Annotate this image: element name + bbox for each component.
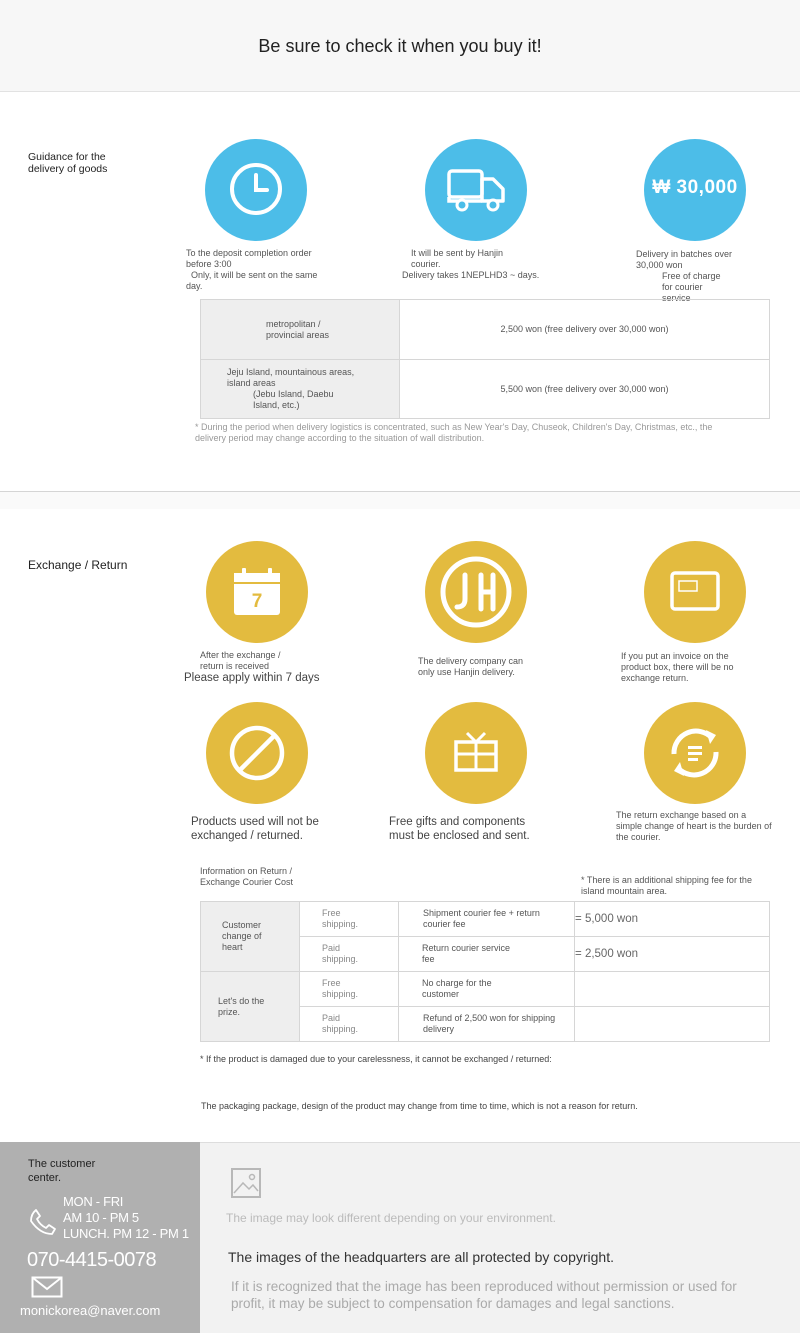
exchange-caption-6: The return exchange based on a simple change of heart is the burden of the courier. bbox=[616, 810, 772, 842]
table-row bbox=[201, 972, 770, 1007]
exchange-caption-4: Products used will not be exchanged / returned. bbox=[191, 816, 319, 842]
hours-lunch: LUNCH. PM 12 - PM 1 bbox=[63, 1226, 189, 1241]
area-cell bbox=[201, 360, 400, 419]
exchange-caption-1-small: After the exchange / return is received bbox=[200, 650, 281, 671]
delivery-fee-table bbox=[200, 299, 770, 419]
cost-desc-cell: Refund of 2,500 won for shipping delivery bbox=[399, 1007, 575, 1042]
exchange-caption-2: The delivery company can only use Hanjin delivery. bbox=[418, 656, 524, 677]
invoice-box-icon bbox=[644, 541, 746, 643]
exchange-section-label: Exchange / Return bbox=[28, 558, 128, 572]
fee-cell: 5,500 won (free delivery over 30,000 won) bbox=[400, 360, 770, 419]
page-title: Be sure to check it when you buy it! bbox=[258, 36, 542, 56]
delivery-caption-1-line2: Only, it will be sent on the same day. bbox=[186, 270, 318, 291]
return-cost-table bbox=[200, 901, 770, 1042]
cost-desc-cell: Shipment courier fee + return courier fee bbox=[399, 902, 575, 937]
packaging-note: The packaging package, design of the product may change from time to time, which is not a reason for return. bbox=[201, 1101, 638, 1111]
table-row bbox=[201, 360, 770, 419]
mail-icon bbox=[31, 1276, 63, 1303]
section-divider bbox=[0, 491, 800, 509]
cost-amount-cell: = 5,000 won bbox=[575, 902, 770, 937]
cost-amount-cell bbox=[575, 972, 770, 1007]
cost-desc-cell: No charge for the customer bbox=[399, 972, 575, 1007]
calendar-number: 7 bbox=[251, 591, 263, 612]
delivery-caption-3-line1: Delivery in batches over 30,000 won bbox=[636, 249, 733, 270]
cost-group-1: Customer change of heart bbox=[201, 902, 300, 972]
email-address[interactable]: monickorea@naver.com bbox=[20, 1303, 161, 1318]
delivery-caption-2 bbox=[402, 248, 547, 281]
image-note: The image may look different depending on your environment. bbox=[226, 1211, 556, 1225]
phone-number[interactable]: 070-4415-0078 bbox=[27, 1249, 157, 1271]
copyright-text: The images of the headquarters are all protected by copyright. bbox=[228, 1249, 614, 1265]
cost-amount-cell bbox=[575, 1007, 770, 1042]
cost-group-2: Let's do the prize. bbox=[201, 972, 300, 1042]
damage-note: * If the product is damaged due to your carelessness, it cannot be exchanged / returned: bbox=[200, 1054, 552, 1064]
calendar-icon bbox=[206, 541, 308, 643]
table-row bbox=[201, 300, 770, 360]
header-bar bbox=[0, 0, 800, 92]
shipping-type-cell: Free shipping. bbox=[300, 902, 399, 937]
area-cell: metropolitan / provincial areas bbox=[201, 300, 400, 360]
hours-days: MON - FRI bbox=[63, 1194, 124, 1209]
exchange-caption-3: If you put an invoice on the product box, there will be no exchange return. bbox=[621, 651, 734, 683]
delivery-caption-2-line1: It will be sent by Hanjin courier. bbox=[411, 248, 504, 269]
prohibited-icon bbox=[206, 702, 308, 804]
fee-cell: 2,500 won (free delivery over 30,000 won) bbox=[400, 300, 770, 360]
hanjin-logo-icon bbox=[425, 541, 527, 643]
area-sub: (Jebu Island, Daebu Island, etc.) bbox=[253, 389, 334, 410]
customer-center-panel bbox=[0, 1142, 200, 1333]
image-icon bbox=[230, 1167, 262, 1204]
truck-icon bbox=[425, 139, 527, 241]
shipping-type-cell: Free shipping. bbox=[300, 972, 399, 1007]
delivery-caption-2-line2: Delivery takes 1NEPLHD3 ~ days. bbox=[402, 270, 540, 280]
customer-center-title: The customer center. bbox=[28, 1158, 96, 1184]
area-main: Jeju Island, mountainous areas, island areas bbox=[227, 367, 355, 388]
clock-icon bbox=[205, 139, 307, 241]
shipping-type-cell: Paid shipping. bbox=[300, 1007, 399, 1042]
table-row bbox=[201, 902, 770, 937]
delivery-caption-3-line2: Free of charge for courier service bbox=[662, 271, 721, 303]
copyright-panel bbox=[200, 1142, 800, 1333]
cost-amount-cell: = 2,500 won bbox=[575, 937, 770, 972]
exchange-caption-5: Free gifts and components must be enclosed and sent. bbox=[389, 816, 530, 842]
price-badge: ₩ 30,000 bbox=[652, 177, 738, 198]
cost-info-note: * There is an additional shipping fee for the island mountain area. bbox=[581, 875, 752, 896]
hours-time: AM 10 - PM 5 bbox=[63, 1210, 139, 1225]
shipping-type-cell: Paid shipping. bbox=[300, 937, 399, 972]
cost-info-title: Information on Return / Exchange Courier Cost bbox=[200, 866, 294, 887]
legal-text: If it is recognized that the image has been reproduced without permission or used for profit, it may be subject to compensation for damages and legal sanctions. bbox=[231, 1279, 737, 1311]
cost-desc-cell: Return courier service fee bbox=[399, 937, 575, 972]
gift-box-icon bbox=[425, 702, 527, 804]
price-badge-circle bbox=[644, 139, 746, 241]
delivery-caption-1-line1: To the deposit completion order before 3:00 bbox=[186, 248, 312, 269]
delivery-caption-1 bbox=[186, 248, 331, 292]
delivery-section-label: Guidance for the delivery of goods bbox=[28, 151, 108, 175]
exchange-caption-1-large: Please apply within 7 days bbox=[184, 672, 320, 684]
delivery-note: * During the period when delivery logistics is concentrated, such as New Year's Day, Chuseok, Children's Day, Christmas, etc., the delivery period may change according to the situation of wall distribution. bbox=[195, 422, 713, 443]
business-hours bbox=[63, 1194, 189, 1242]
refresh-icon bbox=[644, 702, 746, 804]
delivery-caption-3 bbox=[636, 249, 756, 304]
phone-icon bbox=[28, 1207, 58, 1242]
